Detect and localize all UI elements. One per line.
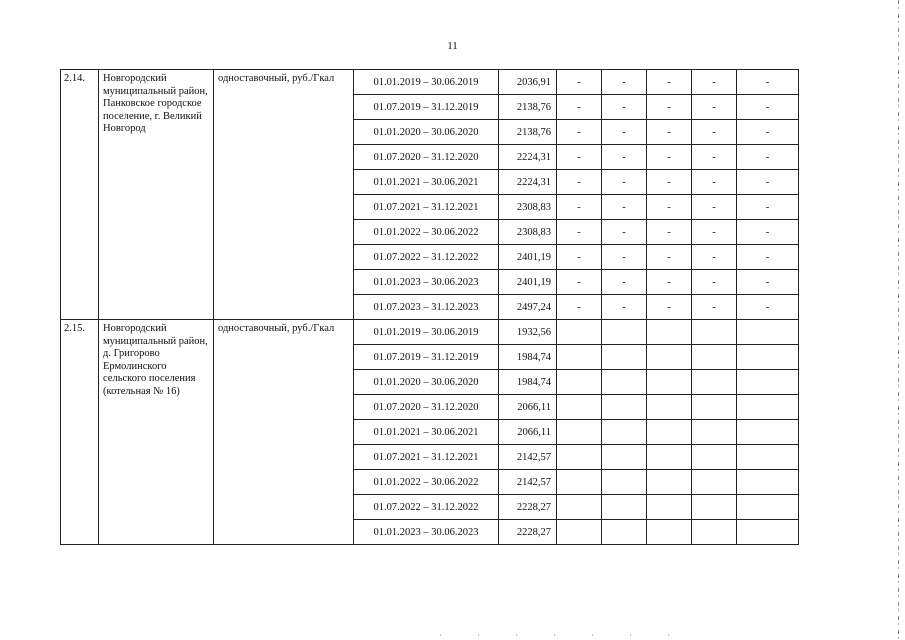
period-cell: 01.01.2020 – 30.06.2020 bbox=[354, 370, 499, 395]
period-cell: 01.01.2021 – 30.06.2021 bbox=[354, 170, 499, 195]
extra-value-cell: - bbox=[602, 95, 647, 120]
extra-value-cell bbox=[557, 420, 602, 445]
extra-value-cell: - bbox=[647, 170, 692, 195]
region-name: Новгородский муниципальный район, Панковское городское поселение, г. Великий Новгород bbox=[99, 70, 214, 320]
extra-value-cell: - bbox=[647, 145, 692, 170]
tariff-value-cell: 2497,24 bbox=[499, 295, 557, 320]
tariff-table-body bbox=[61, 70, 799, 545]
extra-value-cell bbox=[647, 420, 692, 445]
extra-value-cell bbox=[692, 470, 737, 495]
extra-value-cell bbox=[647, 370, 692, 395]
period-cell: 01.07.2022 – 31.12.2022 bbox=[354, 245, 499, 270]
tariff-value-cell: 2066,11 bbox=[499, 395, 557, 420]
period-cell: 01.01.2023 – 30.06.2023 bbox=[354, 270, 499, 295]
tariff-value-cell: 2138,76 bbox=[499, 95, 557, 120]
extra-value-cell bbox=[737, 420, 799, 445]
extra-value-cell: - bbox=[647, 220, 692, 245]
extra-value-cell: - bbox=[557, 295, 602, 320]
extra-value-cell: - bbox=[557, 70, 602, 95]
page-number: 11 bbox=[447, 40, 458, 52]
extra-value-cell: - bbox=[602, 145, 647, 170]
period-cell: 01.07.2019 – 31.12.2019 bbox=[354, 345, 499, 370]
row-number: 2.14. bbox=[61, 70, 99, 320]
extra-value-cell bbox=[737, 470, 799, 495]
extra-value-cell bbox=[557, 495, 602, 520]
extra-value-cell bbox=[737, 370, 799, 395]
extra-value-cell bbox=[557, 320, 602, 345]
extra-value-cell: - bbox=[647, 295, 692, 320]
extra-value-cell bbox=[602, 395, 647, 420]
extra-value-cell: - bbox=[557, 170, 602, 195]
extra-value-cell bbox=[647, 345, 692, 370]
extra-value-cell: - bbox=[602, 120, 647, 145]
extra-value-cell: - bbox=[692, 295, 737, 320]
scan-specks-artifact bbox=[440, 634, 680, 636]
period-cell: 01.01.2022 – 30.06.2022 bbox=[354, 220, 499, 245]
period-cell: 01.01.2019 – 30.06.2019 bbox=[354, 70, 499, 95]
extra-value-cell: - bbox=[602, 70, 647, 95]
extra-value-cell bbox=[602, 470, 647, 495]
tariff-value-cell: 1984,74 bbox=[499, 345, 557, 370]
tariff-value-cell: 1932,56 bbox=[499, 320, 557, 345]
extra-value-cell bbox=[737, 495, 799, 520]
extra-value-cell: - bbox=[737, 245, 799, 270]
extra-value-cell: - bbox=[647, 120, 692, 145]
period-cell: 01.01.2023 – 30.06.2023 bbox=[354, 520, 499, 545]
extra-value-cell bbox=[602, 420, 647, 445]
extra-value-cell bbox=[647, 395, 692, 420]
extra-value-cell: - bbox=[692, 220, 737, 245]
extra-value-cell: - bbox=[557, 195, 602, 220]
extra-value-cell: - bbox=[602, 295, 647, 320]
period-cell: 01.07.2020 – 31.12.2020 bbox=[354, 145, 499, 170]
extra-value-cell bbox=[557, 370, 602, 395]
period-cell: 01.07.2022 – 31.12.2022 bbox=[354, 495, 499, 520]
tariff-value-cell: 2228,27 bbox=[499, 495, 557, 520]
tariff-value-cell: 2142,57 bbox=[499, 445, 557, 470]
extra-value-cell bbox=[602, 520, 647, 545]
period-cell: 01.07.2023 – 31.12.2023 bbox=[354, 295, 499, 320]
extra-value-cell bbox=[647, 320, 692, 345]
extra-value-cell bbox=[692, 345, 737, 370]
tariff-value-cell: 1984,74 bbox=[499, 370, 557, 395]
extra-value-cell: - bbox=[737, 145, 799, 170]
table-row bbox=[61, 320, 799, 345]
extra-value-cell bbox=[692, 320, 737, 345]
extra-value-cell bbox=[602, 320, 647, 345]
period-cell: 01.01.2019 – 30.06.2019 bbox=[354, 320, 499, 345]
tariff-table bbox=[60, 69, 799, 545]
extra-value-cell bbox=[647, 495, 692, 520]
extra-value-cell bbox=[692, 420, 737, 445]
period-cell: 01.01.2021 – 30.06.2021 bbox=[354, 420, 499, 445]
tariff-value-cell: 2308,83 bbox=[499, 220, 557, 245]
extra-value-cell bbox=[647, 470, 692, 495]
extra-value-cell: - bbox=[737, 95, 799, 120]
tariff-value-cell: 2036,91 bbox=[499, 70, 557, 95]
extra-value-cell: - bbox=[692, 245, 737, 270]
extra-value-cell: - bbox=[557, 120, 602, 145]
extra-value-cell bbox=[692, 370, 737, 395]
extra-value-cell: - bbox=[737, 170, 799, 195]
period-cell: 01.07.2020 – 31.12.2020 bbox=[354, 395, 499, 420]
extra-value-cell: - bbox=[557, 270, 602, 295]
extra-value-cell: - bbox=[692, 95, 737, 120]
extra-value-cell: - bbox=[647, 95, 692, 120]
extra-value-cell bbox=[602, 370, 647, 395]
extra-value-cell: - bbox=[692, 120, 737, 145]
tariff-value-cell: 2308,83 bbox=[499, 195, 557, 220]
scan-edge-artifact bbox=[898, 0, 899, 640]
extra-value-cell bbox=[737, 345, 799, 370]
extra-value-cell: - bbox=[647, 195, 692, 220]
period-cell: 01.01.2022 – 30.06.2022 bbox=[354, 470, 499, 495]
extra-value-cell bbox=[602, 445, 647, 470]
period-cell: 01.07.2019 – 31.12.2019 bbox=[354, 95, 499, 120]
tariff-value-cell: 2142,57 bbox=[499, 470, 557, 495]
extra-value-cell: - bbox=[692, 170, 737, 195]
extra-value-cell: - bbox=[557, 220, 602, 245]
extra-value-cell bbox=[602, 495, 647, 520]
extra-value-cell bbox=[737, 320, 799, 345]
extra-value-cell: - bbox=[737, 220, 799, 245]
extra-value-cell: - bbox=[557, 95, 602, 120]
tariff-value-cell: 2138,76 bbox=[499, 120, 557, 145]
period-cell: 01.07.2021 – 31.12.2021 bbox=[354, 195, 499, 220]
region-name: Новгородский муниципальный район, д. Григорово Ермолинского сельского поселения (котельная № 16) bbox=[99, 320, 214, 545]
extra-value-cell bbox=[692, 520, 737, 545]
extra-value-cell: - bbox=[737, 70, 799, 95]
extra-value-cell: - bbox=[647, 70, 692, 95]
extra-value-cell: - bbox=[647, 245, 692, 270]
extra-value-cell bbox=[602, 345, 647, 370]
extra-value-cell: - bbox=[737, 295, 799, 320]
extra-value-cell bbox=[557, 395, 602, 420]
extra-value-cell: - bbox=[557, 145, 602, 170]
extra-value-cell: - bbox=[602, 195, 647, 220]
extra-value-cell bbox=[692, 395, 737, 420]
extra-value-cell: - bbox=[602, 170, 647, 195]
extra-value-cell bbox=[737, 395, 799, 420]
tariff-value-cell: 2228,27 bbox=[499, 520, 557, 545]
extra-value-cell bbox=[557, 445, 602, 470]
tariff-value-cell: 2401,19 bbox=[499, 245, 557, 270]
tariff-value-cell: 2224,31 bbox=[499, 170, 557, 195]
extra-value-cell: - bbox=[602, 245, 647, 270]
tariff-type: одноставочный, руб./Гкал bbox=[214, 320, 354, 545]
extra-value-cell: - bbox=[602, 220, 647, 245]
extra-value-cell bbox=[737, 520, 799, 545]
extra-value-cell: - bbox=[692, 270, 737, 295]
extra-value-cell: - bbox=[737, 195, 799, 220]
extra-value-cell bbox=[647, 520, 692, 545]
tariff-value-cell: 2224,31 bbox=[499, 145, 557, 170]
extra-value-cell: - bbox=[692, 195, 737, 220]
period-cell: 01.07.2021 – 31.12.2021 bbox=[354, 445, 499, 470]
tariff-value-cell: 2401,19 bbox=[499, 270, 557, 295]
extra-value-cell bbox=[692, 445, 737, 470]
extra-value-cell bbox=[647, 445, 692, 470]
row-number: 2.15. bbox=[61, 320, 99, 545]
tariff-type: одноставочный, руб./Гкал bbox=[214, 70, 354, 320]
extra-value-cell bbox=[557, 520, 602, 545]
extra-value-cell bbox=[557, 345, 602, 370]
extra-value-cell bbox=[737, 445, 799, 470]
extra-value-cell: - bbox=[737, 120, 799, 145]
table-row bbox=[61, 70, 799, 95]
period-cell: 01.01.2020 – 30.06.2020 bbox=[354, 120, 499, 145]
extra-value-cell: - bbox=[737, 270, 799, 295]
extra-value-cell: - bbox=[647, 270, 692, 295]
extra-value-cell: - bbox=[557, 245, 602, 270]
tariff-value-cell: 2066,11 bbox=[499, 420, 557, 445]
extra-value-cell: - bbox=[602, 270, 647, 295]
extra-value-cell: - bbox=[692, 70, 737, 95]
extra-value-cell: - bbox=[692, 145, 737, 170]
extra-value-cell bbox=[692, 495, 737, 520]
extra-value-cell bbox=[557, 470, 602, 495]
